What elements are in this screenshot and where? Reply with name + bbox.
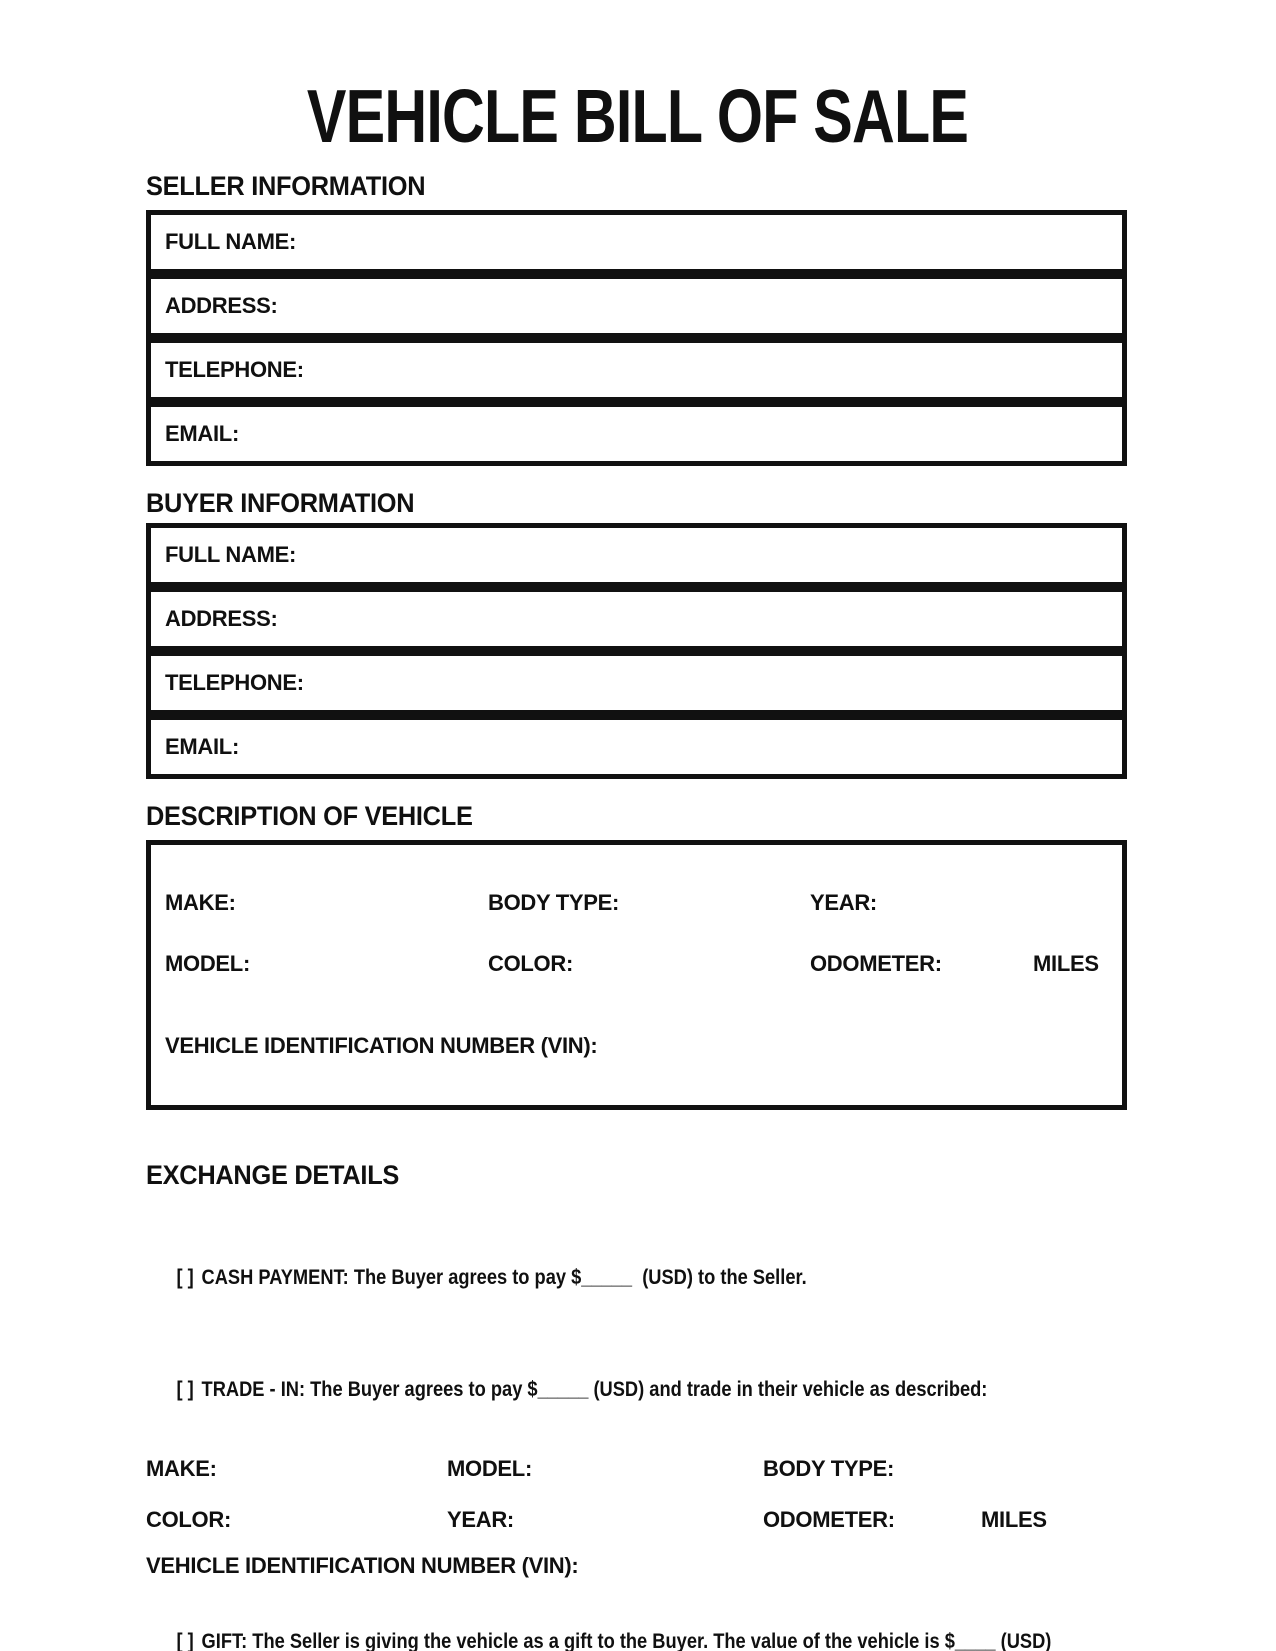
trade-model-cell [447,1455,763,1483]
trade-color-cell [146,1506,447,1534]
page-title [0,74,1276,158]
trade-vin-row [146,1552,1276,1580]
cash-payment-checkbox[interactable]: [ ] [176,1266,194,1289]
buyer-telephone-label: TELEPHONE: [165,670,304,695]
vehicle-heading-text: DESCRIPTION OF VEHICLE [146,801,473,831]
vehicle-vin-label: VEHICLE IDENTIFICATION NUMBER (VIN): [165,1033,598,1058]
vehicle-row1-spacer [1033,889,1108,917]
vehicle-year-input-area[interactable] [877,889,1033,917]
seller-fields [146,210,1127,466]
seller-heading [146,173,1276,200]
vehicle-odometer-input-area[interactable] [942,950,1033,978]
seller-heading-text: SELLER INFORMATION [146,171,426,201]
seller-full-name-input-area[interactable] [296,215,1108,269]
buyer-fields [146,523,1127,779]
trade-in-option [146,1351,1276,1429]
buyer-full-name-input-area[interactable] [296,528,1108,582]
buyer-telephone-row [146,651,1127,715]
buyer-address-row [146,587,1127,651]
buyer-email-row [146,715,1127,779]
trade-body-type-cell [763,1455,981,1483]
vehicle-description-box [146,840,1127,1110]
vehicle-vin-input-area[interactable] [597,1032,1108,1060]
trade-model-label: MODEL: [447,1456,532,1481]
trade-in-text: TRADE - IN: The Buyer agrees to pay $_____ (USD) and trade in their vehicle as described: [201,1378,988,1401]
trade-make-label: MAKE: [146,1456,217,1481]
trade-color-input-area[interactable] [231,1506,447,1534]
seller-email-input-area[interactable] [239,407,1108,461]
vehicle-make-label: MAKE: [165,890,236,915]
vehicle-color-label: COLOR: [488,951,573,976]
vehicle-model-cell [165,950,488,978]
trade-vin-input-area[interactable] [578,1552,1276,1580]
buyer-telephone-input-area[interactable] [304,656,1108,710]
trade-make-cell [146,1455,447,1483]
vehicle-year-label: YEAR: [810,890,877,915]
trade-year-cell [447,1506,763,1534]
buyer-full-name-row [146,523,1127,587]
trade-body-type-input-area[interactable] [894,1455,981,1483]
buyer-full-name-label: FULL NAME: [165,542,297,567]
trade-row1-spacer [981,1455,1130,1483]
vehicle-heading [146,803,1276,830]
buyer-heading-text: BUYER INFORMATION [146,488,415,518]
seller-telephone-label: TELEPHONE: [165,357,304,382]
vehicle-year-cell [810,889,1033,917]
buyer-address-label: ADDRESS: [165,606,278,631]
trade-year-label: YEAR: [447,1507,514,1532]
vehicle-row-1 [165,889,1108,917]
vehicle-color-input-area[interactable] [573,950,810,978]
seller-email-label: EMAIL: [165,421,239,446]
exchange-heading [146,1162,1276,1189]
vehicle-body-type-cell [488,889,810,917]
vehicle-model-label: MODEL: [165,951,250,976]
trade-vehicle-row-1 [146,1455,1130,1483]
trade-miles-cell [981,1506,1130,1534]
vehicle-miles-cell [1033,950,1108,978]
vehicle-make-cell [165,889,488,917]
seller-telephone-row [146,338,1127,402]
seller-address-input-area[interactable] [278,279,1109,333]
gift-checkbox[interactable]: [ ] [176,1630,194,1651]
cash-payment-option [146,1239,1276,1317]
trade-odometer-input-area[interactable] [895,1506,981,1534]
seller-full-name-row [146,210,1127,274]
exchange-heading-text: EXCHANGE DETAILS [146,1160,400,1190]
seller-full-name-label: FULL NAME: [165,229,297,254]
seller-email-row [146,402,1127,466]
vehicle-miles-label: MILES [1033,951,1099,976]
vehicle-row-2 [165,950,1108,978]
seller-address-label: ADDRESS: [165,293,278,318]
vehicle-body-type-label: BODY TYPE: [488,890,620,915]
trade-vehicle-row-2 [146,1506,1130,1534]
vehicle-body-type-input-area[interactable] [619,889,810,917]
page-title-text: VEHICLE BILL OF SALE [307,74,969,158]
trade-body-type-label: BODY TYPE: [763,1456,895,1481]
seller-telephone-input-area[interactable] [304,343,1108,397]
gift-text: GIFT: The Seller is giving the vehicle as a gift to the Buyer. The value of the vehicle is $____ (USD) [201,1630,1052,1651]
trade-model-input-area[interactable] [532,1455,763,1483]
buyer-email-label: EMAIL: [165,734,239,759]
trade-vin-label: VEHICLE IDENTIFICATION NUMBER (VIN): [146,1553,579,1578]
vehicle-model-input-area[interactable] [250,950,488,978]
vehicle-make-input-area[interactable] [236,889,488,917]
trade-odometer-label: ODOMETER: [763,1507,895,1532]
trade-odometer-cell [763,1506,981,1534]
trade-miles-label: MILES [981,1507,1047,1532]
buyer-email-input-area[interactable] [239,720,1108,774]
vehicle-color-cell [488,950,810,978]
seller-address-row [146,274,1127,338]
vehicle-vin-row [165,1032,1108,1060]
trade-in-checkbox[interactable]: [ ] [176,1378,194,1401]
buyer-heading [146,490,1276,517]
trade-year-input-area[interactable] [514,1506,763,1534]
trade-color-label: COLOR: [146,1507,231,1532]
trade-make-input-area[interactable] [217,1455,447,1483]
gift-option [146,1603,1276,1651]
vehicle-odometer-cell [810,950,1033,978]
buyer-address-input-area[interactable] [278,592,1109,646]
vehicle-odometer-label: ODOMETER: [810,951,942,976]
cash-payment-text: CASH PAYMENT: The Buyer agrees to pay $_____ (USD) to the Seller. [201,1266,807,1289]
